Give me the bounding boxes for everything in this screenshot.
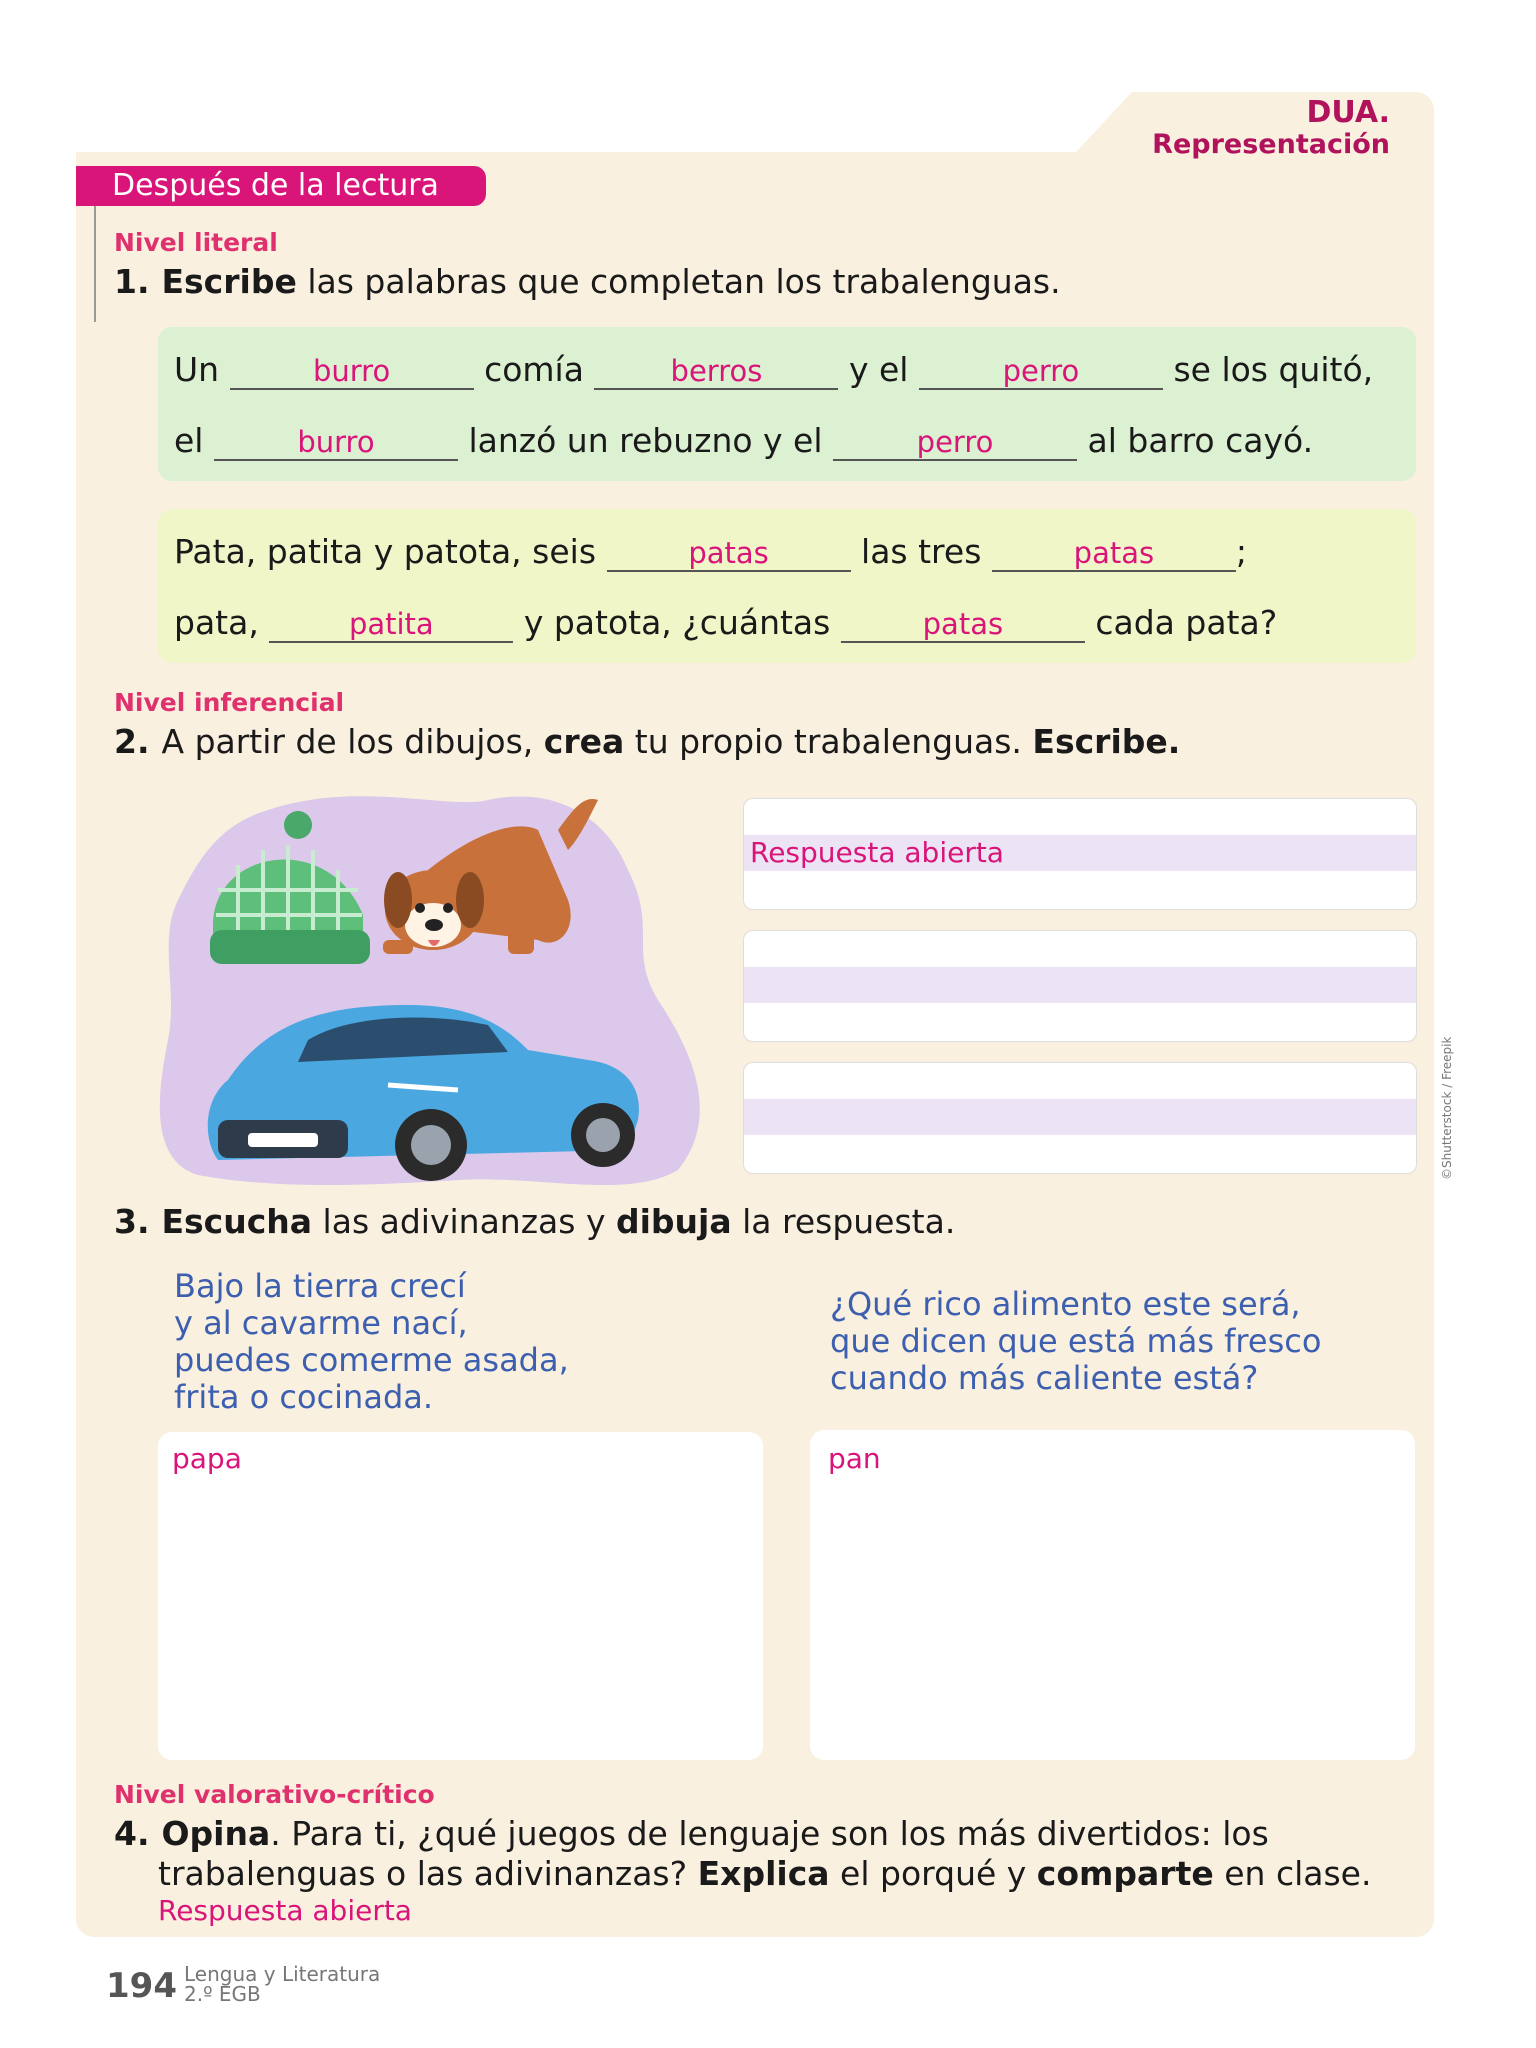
- section-tab: Después de la lectura: [76, 166, 486, 206]
- text-fragment: pata,: [174, 603, 259, 642]
- question-3: [114, 1202, 955, 1242]
- image-credit: ©Shutterstock / Freepik: [1440, 1036, 1454, 1180]
- question-4-line-1: [114, 1814, 1414, 1854]
- riddle-line: cuando más caliente está?: [830, 1359, 1259, 1397]
- text-fragment: se los quitó,: [1173, 350, 1374, 389]
- question-verb: crea: [543, 722, 625, 761]
- question-number: 2.: [114, 722, 150, 761]
- answer-text: Respuesta abierta: [158, 1894, 412, 1927]
- text-fragment: comía: [484, 350, 584, 389]
- question-text: la respuesta.: [731, 1202, 956, 1241]
- text-fragment: y patota, ¿cuántas: [523, 603, 831, 642]
- answer-text: papa: [172, 1442, 242, 1475]
- question-text: las adivinanzas y: [312, 1202, 616, 1241]
- question-text: el porqué y: [829, 1854, 1037, 1893]
- riddle-1: [174, 1268, 569, 1416]
- blank-answer[interactable]: patas: [607, 536, 851, 572]
- riddle-line: que dicen que está más fresco: [830, 1322, 1322, 1360]
- tongue-twister-2-line-2: [174, 603, 1277, 643]
- level-valorativo: Nivel valorativo-crítico: [114, 1780, 435, 1809]
- question-4-line-2: [114, 1854, 1414, 1894]
- question-number: 4.: [114, 1814, 150, 1853]
- question-1: [114, 262, 1061, 302]
- level-inferencial: Nivel inferencial: [114, 688, 345, 717]
- question-text: las palabras que completan los trabalenguas.: [296, 262, 1061, 301]
- blank-answer[interactable]: perro: [833, 425, 1077, 461]
- question-4: [114, 1814, 1414, 1894]
- text-fragment: lanzó un rebuzno y el: [468, 421, 823, 460]
- riddle-line: y al cavarme nací,: [174, 1304, 468, 1342]
- question-text: tu propio trabalenguas.: [624, 722, 1033, 761]
- question-text: en clase.: [1213, 1854, 1372, 1893]
- question-text: . Para ti, ¿qué juegos de lenguaje son los más divertidos: los: [270, 1814, 1269, 1853]
- section-divider: [94, 206, 96, 322]
- question-text: A partir de los dibujos,: [161, 722, 544, 761]
- question-text: trabalenguas o las adivinanzas?: [158, 1854, 698, 1893]
- blank-answer[interactable]: berros: [594, 354, 838, 390]
- grade-label: 2.º EGB: [184, 1982, 261, 2006]
- text-fragment: al barro cayó.: [1087, 421, 1314, 460]
- writing-stripe: [744, 1099, 1416, 1135]
- tongue-twister-2-line-1: [174, 532, 1247, 572]
- blank-answer[interactable]: patas: [841, 607, 1085, 643]
- tongue-twister-1-line-1: [174, 350, 1373, 390]
- footer-subject: [184, 1964, 380, 2004]
- question-verb: comparte: [1036, 1854, 1214, 1893]
- question-verb: Escribe.: [1032, 722, 1181, 761]
- tongue-twister-1-line-2: [174, 421, 1313, 461]
- blank-answer[interactable]: burro: [230, 354, 474, 390]
- question-verb: dibuja: [615, 1202, 732, 1241]
- riddle-line: frita o cocinada.: [174, 1378, 434, 1416]
- question-verb: Escucha: [161, 1202, 313, 1241]
- riddle-line: ¿Qué rico alimento este será,: [830, 1285, 1301, 1323]
- writing-lines-2[interactable]: [743, 930, 1417, 1042]
- drawing-box-2[interactable]: [810, 1430, 1415, 1760]
- answer-text: Respuesta abierta: [750, 836, 1004, 869]
- text-fragment: las tres: [861, 532, 982, 571]
- text-fragment: Un: [174, 350, 220, 389]
- text-fragment: y el: [848, 350, 909, 389]
- riddle-line: Bajo la tierra crecí: [174, 1267, 466, 1305]
- blank-answer[interactable]: perro: [919, 354, 1163, 390]
- question-number: 3.: [114, 1202, 150, 1241]
- level-literal: Nivel literal: [114, 228, 278, 257]
- blank-answer[interactable]: burro: [214, 425, 458, 461]
- text-fragment: el: [174, 421, 204, 460]
- dua-label: [1152, 96, 1390, 160]
- writing-lines-3[interactable]: [743, 1062, 1417, 1174]
- question-verb: Escribe: [161, 262, 297, 301]
- text-fragment: cada pata?: [1095, 603, 1278, 642]
- question-verb: Opina: [161, 1814, 271, 1853]
- blank-answer[interactable]: patita: [269, 607, 513, 643]
- text-fragment: Pata, patita y patota, seis: [174, 532, 597, 571]
- question-number: 1.: [114, 262, 150, 301]
- writing-lines-1[interactable]: [743, 798, 1417, 910]
- page-number: 194: [106, 1966, 177, 2006]
- subject-name: Lengua y Literatura: [184, 1962, 381, 1986]
- question-verb: Explica: [697, 1854, 830, 1893]
- dua-title: DUA.: [1306, 95, 1390, 130]
- drawing-box-1[interactable]: [158, 1432, 763, 1760]
- answer-text: pan: [828, 1442, 881, 1475]
- dua-subtitle: Representación: [1152, 129, 1390, 160]
- illustration-hat-dog-car: [158, 790, 724, 1186]
- riddle-2: [830, 1286, 1321, 1397]
- writing-stripe: [744, 967, 1416, 1003]
- question-2: [114, 722, 1180, 762]
- riddle-line: puedes comerme asada,: [174, 1341, 569, 1379]
- text-fragment: ;: [1235, 532, 1248, 571]
- blank-answer[interactable]: patas: [992, 536, 1236, 572]
